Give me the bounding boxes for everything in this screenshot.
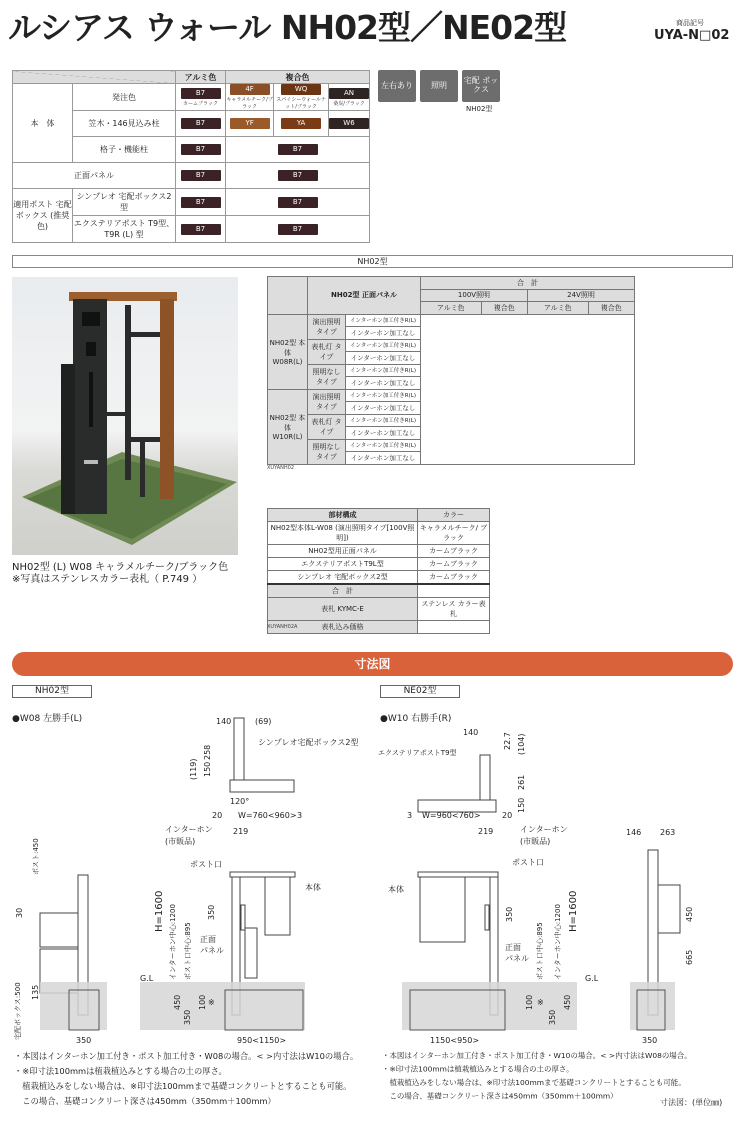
dimension-drawings bbox=[0, 700, 740, 1050]
svg-text:219: 219 bbox=[478, 827, 494, 836]
svg-text:140: 140 bbox=[463, 728, 479, 737]
svg-text:258: 258 bbox=[203, 744, 212, 760]
badge-note: NH02型 bbox=[466, 105, 493, 113]
table-row: 照明なし タイプ インターホン加工付きR(L) bbox=[268, 364, 635, 377]
svg-text:本体: 本体 bbox=[388, 885, 404, 894]
svg-text:350: 350 bbox=[505, 906, 514, 922]
nh02-notes: ・本図はインターホン加工付き・ポスト加工付き・W08の場合。< >内寸法はW10の場合。 ・※印寸法100mmは植栽植込みとする場合の土の厚さ。 植栽植込みをしない場合は、※印寸法100mmまで基礎コンクリートとすることも可能。 この場合、基礎コンクリート深さは450mm（350mm＋100mm） bbox=[14, 1051, 359, 1106]
svg-text:エクステリアポストT9型: エクステリアポストT9型 bbox=[378, 749, 457, 757]
parts-table-code: XUYANH02A bbox=[267, 624, 298, 630]
svg-text:30: 30 bbox=[15, 907, 24, 918]
svg-text:(市販品): (市販品) bbox=[520, 837, 551, 846]
panel-price-table: NH02型 正面パネル 合 計 100V照明 24V照明 アルミ色 複合色 アルミ色 複合色 NH02型 本 体 W08R(L) 演出照明 タイプ インターホン加工付きR(L) インターホン加工なし 表札灯 タイプ インターホン加工付きR(L) インターホン加工なし 照明なし タイプ インターホン加工付きR(L) インターホン加工なし NH02型 本 体 W10R(L) 演出照明 タイプ インターホン加工付きR(L) インターホン加工なし 表札灯 タイプ インターホン加工付きR(L) インターホン加工なし 照明なし タイプ インターホン加工付きR(L) インターホン加工なし bbox=[267, 276, 635, 465]
svg-text:150: 150 bbox=[517, 797, 526, 813]
svg-text:100: 100 bbox=[198, 994, 207, 1010]
svg-text:インターホン: インターホン bbox=[520, 825, 568, 834]
svg-text:120°: 120° bbox=[230, 797, 250, 806]
svg-text:宅配ボックス:500: 宅配ボックス:500 bbox=[14, 982, 22, 1040]
color-table: アルミ色 複合色 本 体 発注色 B7 カームブラック 4F キャラメルチーク/ブラック WQ スパイシーウォールナット/ブラック AN 桑炭/ブラック 笠木・146見込み柱 B7 YF YA W6 格子・機能柱 B7 B7 正面パネル B7 B7 適用ポスト 宅配ボックス (推奨色) シンプレオ 宅配ボックス2型 B7 B7 エクステリアポスト T9型、T9R (L) 型 B7 B7 bbox=[12, 70, 370, 243]
svg-text:261: 261 bbox=[517, 774, 526, 790]
table-row: インターホン加工なし bbox=[268, 402, 635, 415]
svg-text:G.L: G.L bbox=[140, 974, 154, 983]
svg-text:263: 263 bbox=[660, 828, 676, 837]
svg-text:20: 20 bbox=[212, 811, 223, 820]
svg-text:350: 350 bbox=[76, 1036, 92, 1045]
ne02-hand: ●W10 右勝手(R) bbox=[380, 714, 452, 724]
svg-text:ポスト:450: ポスト:450 bbox=[32, 838, 40, 875]
svg-text:パネル: パネル bbox=[200, 946, 224, 955]
svg-text:(119): (119) bbox=[189, 758, 198, 780]
svg-text:(市販品): (市販品) bbox=[165, 837, 196, 846]
svg-text:219: 219 bbox=[233, 827, 249, 836]
svg-text:W=960<760>: W=960<760> bbox=[422, 811, 481, 820]
badge-delivery-box: 宅配 ボックス bbox=[462, 70, 500, 102]
svg-text:パネル: パネル bbox=[505, 954, 529, 963]
svg-text:450: 450 bbox=[173, 994, 182, 1010]
product-code: UYA-N□02 bbox=[654, 28, 730, 43]
badge-left-right: 左右あり bbox=[378, 70, 416, 102]
svg-text:146: 146 bbox=[626, 828, 642, 837]
svg-text:3: 3 bbox=[407, 811, 413, 820]
table-row: 表札灯 タイプ インターホン加工付きR(L) bbox=[268, 414, 635, 427]
svg-text:20: 20 bbox=[502, 811, 513, 820]
table-row: インターホン加工なし bbox=[268, 427, 635, 440]
table-row: インターホン加工なし bbox=[268, 452, 635, 465]
product-photo bbox=[12, 277, 238, 555]
svg-text:(104): (104) bbox=[517, 733, 526, 755]
dimensions-heading: 寸法図 bbox=[12, 652, 733, 676]
svg-text:インターホン: インターホン bbox=[165, 825, 213, 834]
svg-text:本体: 本体 bbox=[305, 883, 321, 892]
svg-text:350: 350 bbox=[183, 1009, 192, 1025]
svg-text:W=760<960>: W=760<960> bbox=[238, 811, 297, 820]
svg-text:シンプレオ宅配ボックス2型: シンプレオ宅配ボックス2型 bbox=[258, 738, 359, 747]
svg-text:インターホン中心:1200: インターホン中心:1200 bbox=[169, 904, 177, 980]
svg-text:ポスト口: ポスト口 bbox=[512, 858, 544, 867]
table-row: 照明なし タイプ インターホン加工付きR(L) bbox=[268, 439, 635, 452]
table-row: インターホン加工なし bbox=[268, 352, 635, 365]
table-row: 表札灯 タイプ インターホン加工付きR(L) bbox=[268, 339, 635, 352]
svg-text:3: 3 bbox=[297, 811, 303, 820]
svg-text:H=1600: H=1600 bbox=[154, 890, 165, 932]
section-bar: NH02型 bbox=[12, 255, 733, 268]
svg-text:135: 135 bbox=[31, 984, 40, 1000]
svg-text:(69): (69) bbox=[255, 717, 272, 726]
badge-lighting: 照明 bbox=[420, 70, 458, 102]
svg-text:ポスト口: ポスト口 bbox=[190, 860, 222, 869]
svg-text:350: 350 bbox=[642, 1036, 658, 1045]
svg-text:G.L: G.L bbox=[585, 974, 599, 983]
photo-caption: NH02型 (L) W08 キャラメルチーク/ブラック色 bbox=[12, 562, 229, 573]
svg-text:350: 350 bbox=[207, 904, 216, 920]
nh02-label: NH02型 bbox=[12, 685, 92, 698]
svg-text:450: 450 bbox=[563, 994, 572, 1010]
table-row: インターホン加工なし bbox=[268, 377, 635, 390]
svg-text:950<1150>: 950<1150> bbox=[237, 1036, 287, 1045]
page-title: ルシアス ウォール NH02型／NE02型 bbox=[8, 8, 567, 47]
table-row: NH02型 本 体 W10R(L) 演出照明 タイプ インターホン加工付きR(L) bbox=[268, 389, 635, 402]
svg-text:150: 150 bbox=[203, 761, 212, 777]
product-code-label: 商品記号 bbox=[676, 19, 704, 27]
svg-text:※: ※ bbox=[537, 998, 544, 1007]
svg-text:22.7: 22.7 bbox=[503, 732, 512, 750]
svg-text:正面: 正面 bbox=[505, 943, 521, 952]
table-row: インターホン加工なし bbox=[268, 327, 635, 340]
unit-note: 寸法図：(単位㎜) bbox=[660, 1098, 723, 1107]
parts-table: 部材構成 カラー NH02型本体L-W08 (演出照明タイプ[100V照明]) キャラメルチーク/ ブラック NH02型用正面パネル カームブラック エクステリアポストT9L型 カームブラック シンプレオ 宅配ボックス2型 カームブラック 合 計 表札 KYMC-E ステンレス カラー表札 表札込み価格 bbox=[267, 508, 490, 634]
panel-table-code: XUYANH02 bbox=[267, 465, 295, 471]
photo-note: ※写真はステンレスカラー表札（ P.749 ） bbox=[12, 574, 203, 585]
svg-text:665: 665 bbox=[685, 949, 694, 965]
svg-text:正面: 正面 bbox=[200, 935, 216, 944]
svg-text:ポスト口中心:895: ポスト口中心:895 bbox=[536, 922, 544, 980]
svg-text:450: 450 bbox=[685, 906, 694, 922]
svg-text:1150<950>: 1150<950> bbox=[430, 1036, 480, 1045]
svg-text:350: 350 bbox=[548, 1009, 557, 1025]
nh02-hand: ●W08 左勝手(L) bbox=[12, 714, 83, 724]
svg-text:※: ※ bbox=[208, 998, 215, 1007]
svg-text:140: 140 bbox=[216, 717, 232, 726]
svg-text:インターホン中心:1200: インターホン中心:1200 bbox=[554, 904, 562, 980]
ne02-label: NE02型 bbox=[380, 685, 460, 698]
svg-text:H=1600: H=1600 bbox=[568, 890, 579, 932]
svg-text:100: 100 bbox=[525, 994, 534, 1010]
ne02-notes: ・本図はインターホン加工付き・ポスト加工付き・W10の場合。< >内寸法はW08の場合。 ・※印寸法100mmは植栽植込みとする場合の土の厚さ。 植栽植込みをしない場合は、※印寸法100mmまで基礎コンクリートとすることも可能。 この場合、基礎コンクリート深さは450mm（350mm＋100mm） bbox=[382, 1050, 692, 1101]
table-row: NH02型 本 体 W08R(L) 演出照明 タイプ インターホン加工付きR(L) bbox=[268, 314, 635, 327]
svg-text:ポスト口中心:895: ポスト口中心:895 bbox=[184, 922, 192, 980]
